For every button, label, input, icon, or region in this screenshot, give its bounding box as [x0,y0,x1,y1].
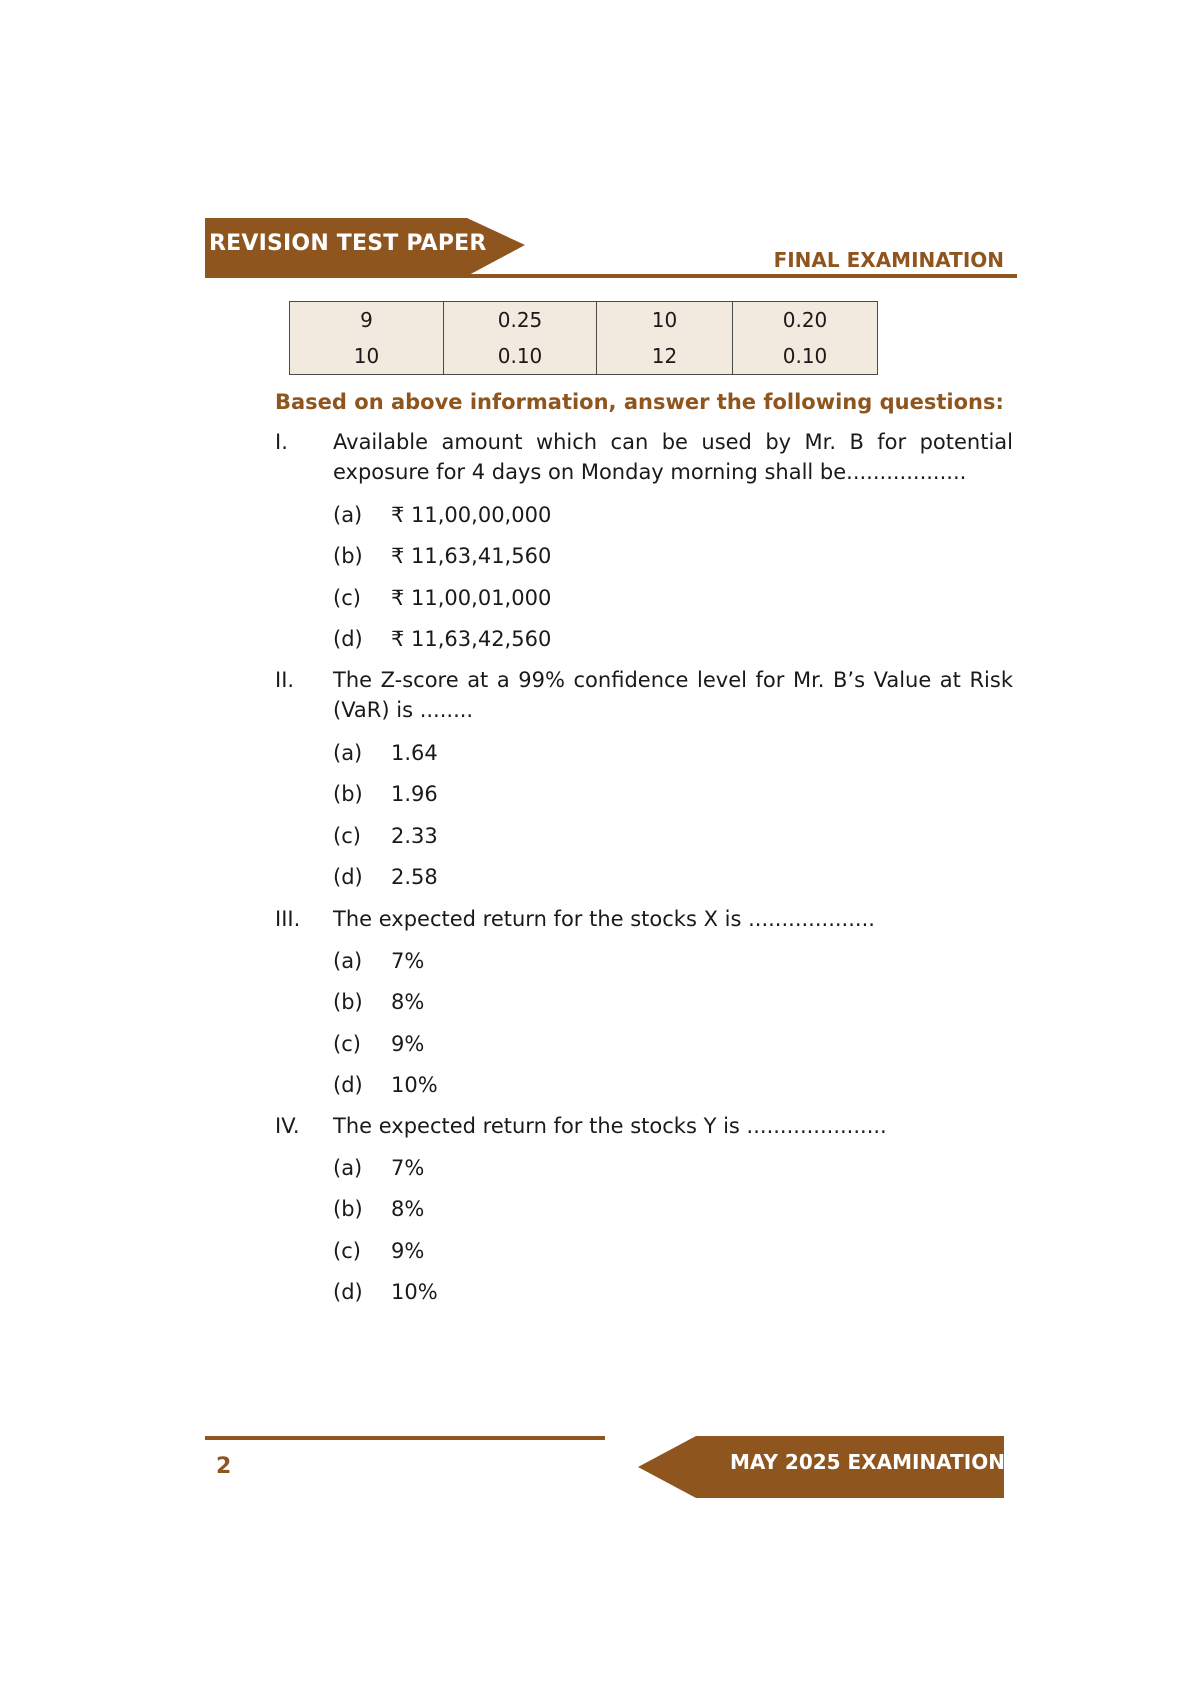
option-label: (a) [333,1156,363,1180]
option-label: (b) [333,782,363,806]
option-value: 10% [391,1280,438,1304]
option-label: (c) [333,824,361,848]
question-text: The expected return for the stocks Y is ..................... [333,1114,887,1138]
option-value: 1.64 [391,741,438,765]
table-row [290,302,878,339]
question-text: The expected return for the stocks X is ................... [333,907,875,931]
table-row [290,338,878,375]
option-label: (c) [333,586,361,610]
option-value: 9% [391,1032,425,1056]
header-right-title: FINAL EXAMINATION [773,248,1004,272]
option-label: (d) [333,627,363,651]
table-cell: 0.10 [733,338,878,375]
option-label: (b) [333,544,363,568]
header-left-title: REVISION TEST PAPER [209,231,487,256]
header-rule [205,274,1017,278]
option-value: 10% [391,1073,438,1097]
table-cell: 9 [290,302,444,339]
question-text: Available amount which can be used by Mr. B for potential exposure for 4 days on Monday morning shall be.................. [333,430,1013,484]
question-text: The Z-score at a 99% confidence level for Mr. B’s Value at Risk (VaR) is ........ [333,668,1013,722]
question-number: IV. [275,1114,300,1138]
table-cell: 12 [597,338,733,375]
option-value: ₹ 11,63,41,560 [391,544,552,568]
option-label: (a) [333,741,363,765]
option-label: (c) [333,1032,361,1056]
question-number: II. [275,668,295,692]
question-number: III. [275,907,301,931]
option-label: (b) [333,1197,363,1221]
table-cell: 0.20 [733,302,878,339]
option-value: ₹ 11,00,01,000 [391,586,552,610]
table-cell: 10 [290,338,444,375]
option-value: ₹ 11,00,00,000 [391,503,552,527]
option-label: (c) [333,1239,361,1263]
option-value: 9% [391,1239,425,1263]
option-value: 7% [391,949,425,973]
table-cell: 0.25 [444,302,597,339]
option-label: (a) [333,949,363,973]
footer-rule [205,1436,605,1440]
option-label: (b) [333,990,363,1014]
option-value: 2.58 [391,865,438,889]
option-label: (a) [333,503,363,527]
question-number: I. [275,430,288,454]
option-value: 2.33 [391,824,438,848]
table-cell: 0.10 [444,338,597,375]
table-cell: 10 [597,302,733,339]
option-value: 8% [391,990,425,1014]
option-label: (d) [333,865,363,889]
footer-exam-title: MAY 2025 EXAMINATION [730,1450,1005,1474]
page-number: 2 [216,1454,232,1479]
option-label: (d) [333,1073,363,1097]
option-value: 8% [391,1197,425,1221]
section-intro: Based on above information, answer the following questions: [275,390,1004,414]
option-label: (d) [333,1280,363,1304]
option-value: 1.96 [391,782,438,806]
option-value: ₹ 11,63,42,560 [391,627,552,651]
option-value: 7% [391,1156,425,1180]
data-table [289,301,878,375]
